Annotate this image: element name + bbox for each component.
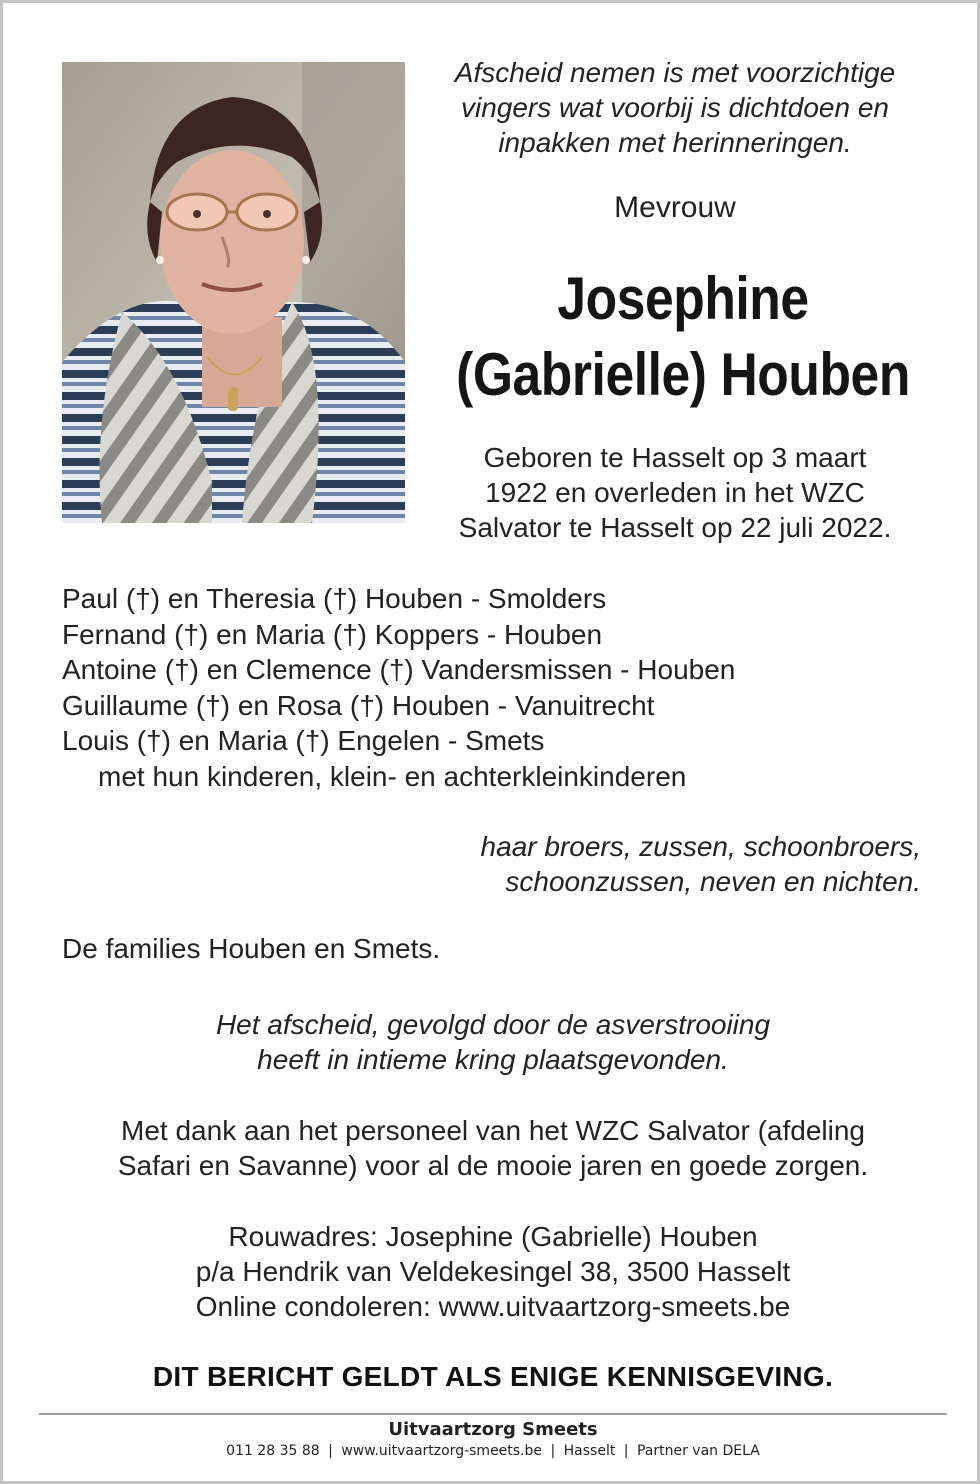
family-line: Fernand (†) en Maria (†) Koppers - Houben	[62, 618, 603, 650]
family-line: Guillaume (†) en Rosa (†) Houben - Vanuitrecht	[62, 689, 655, 721]
footer-website[interactable]: www.uitvaartzorg-smeets.be	[341, 1443, 543, 1459]
thanks-line: Met dank aan het personeel van het WZC Salvator (afdeling	[121, 1115, 865, 1146]
footer-contact	[43, 1443, 943, 1459]
relatives-line: haar broers, zussen, schoonbroers,	[480, 831, 921, 862]
footer-separator: |	[623, 1443, 629, 1459]
footer-phone: 011 28 35 88	[226, 1443, 320, 1459]
life-line: 1922 en overleden in het WZC	[485, 477, 865, 508]
family-line: Paul (†) en Theresia (†) Houben - Smolders	[62, 583, 607, 614]
thanks-note	[43, 1113, 943, 1183]
farewell-note	[43, 1007, 943, 1077]
relatives-line: schoonzussen, neven en nichten.	[505, 866, 921, 897]
deceased-name	[442, 261, 924, 413]
honorific: Mevrouw	[614, 191, 736, 224]
address-line: p/a Hendrik van Veldekesingel 38, 3500 Hasselt	[195, 1256, 791, 1287]
address-line: Rouwadres: Josephine (Gabrielle) Houben	[228, 1221, 758, 1252]
thanks-line: Safari en Savanne) voor al de mooie jaren en goede zorgen.	[117, 1150, 869, 1181]
family-list	[62, 581, 942, 794]
mourning-address	[43, 1219, 943, 1324]
footer-separator: |	[328, 1443, 333, 1459]
footer-divider	[39, 1413, 947, 1415]
descendants-line: met hun kinderen, klein- en achterkleinkinderen	[98, 760, 687, 792]
farewell-line: heeft in intieme kring plaatsgevonden.	[257, 1044, 729, 1075]
footer-separator: |	[550, 1443, 556, 1459]
portrait-photo	[62, 62, 405, 523]
footer-city: Hasselt	[563, 1443, 616, 1459]
footer-partner: Partner van DELA	[636, 1443, 760, 1459]
name-line: (Gabrielle) Houben	[456, 341, 910, 408]
relatives-note	[403, 829, 921, 899]
name-line: Josephine	[557, 265, 809, 332]
official-notice: DIT BERICHT GELDT ALS ENIGE KENNISGEVING.	[152, 1361, 834, 1392]
life-details	[415, 440, 935, 545]
families-signature: De families Houben en Smets.	[62, 933, 441, 964]
quote-line: vingers wat voorbij is dichtdoen en	[460, 92, 889, 123]
funeral-company-name: Uitvaartzorg Smeets	[388, 1419, 598, 1440]
quote-line: Afscheid nemen is met voorzichtige	[454, 57, 896, 88]
address-line: Online condoleren: www.uitvaartzorg-smeets.be	[195, 1291, 791, 1322]
farewell-line: Het afscheid, gevolgd door de asverstrooiing	[215, 1009, 771, 1040]
family-line: Louis (†) en Maria (†) Engelen - Smets	[62, 725, 545, 756]
family-line: Antoine (†) en Clemence (†) Vandersmissen - Houben	[62, 654, 736, 685]
life-line: Salvator te Hasselt op 22 juli 2022.	[458, 512, 892, 543]
quote-line: inpakken met herinneringen.	[498, 127, 852, 158]
opening-quote	[415, 55, 935, 160]
life-line: Geboren te Hasselt op 3 maart	[483, 442, 867, 473]
portrait-illustration	[62, 62, 405, 523]
